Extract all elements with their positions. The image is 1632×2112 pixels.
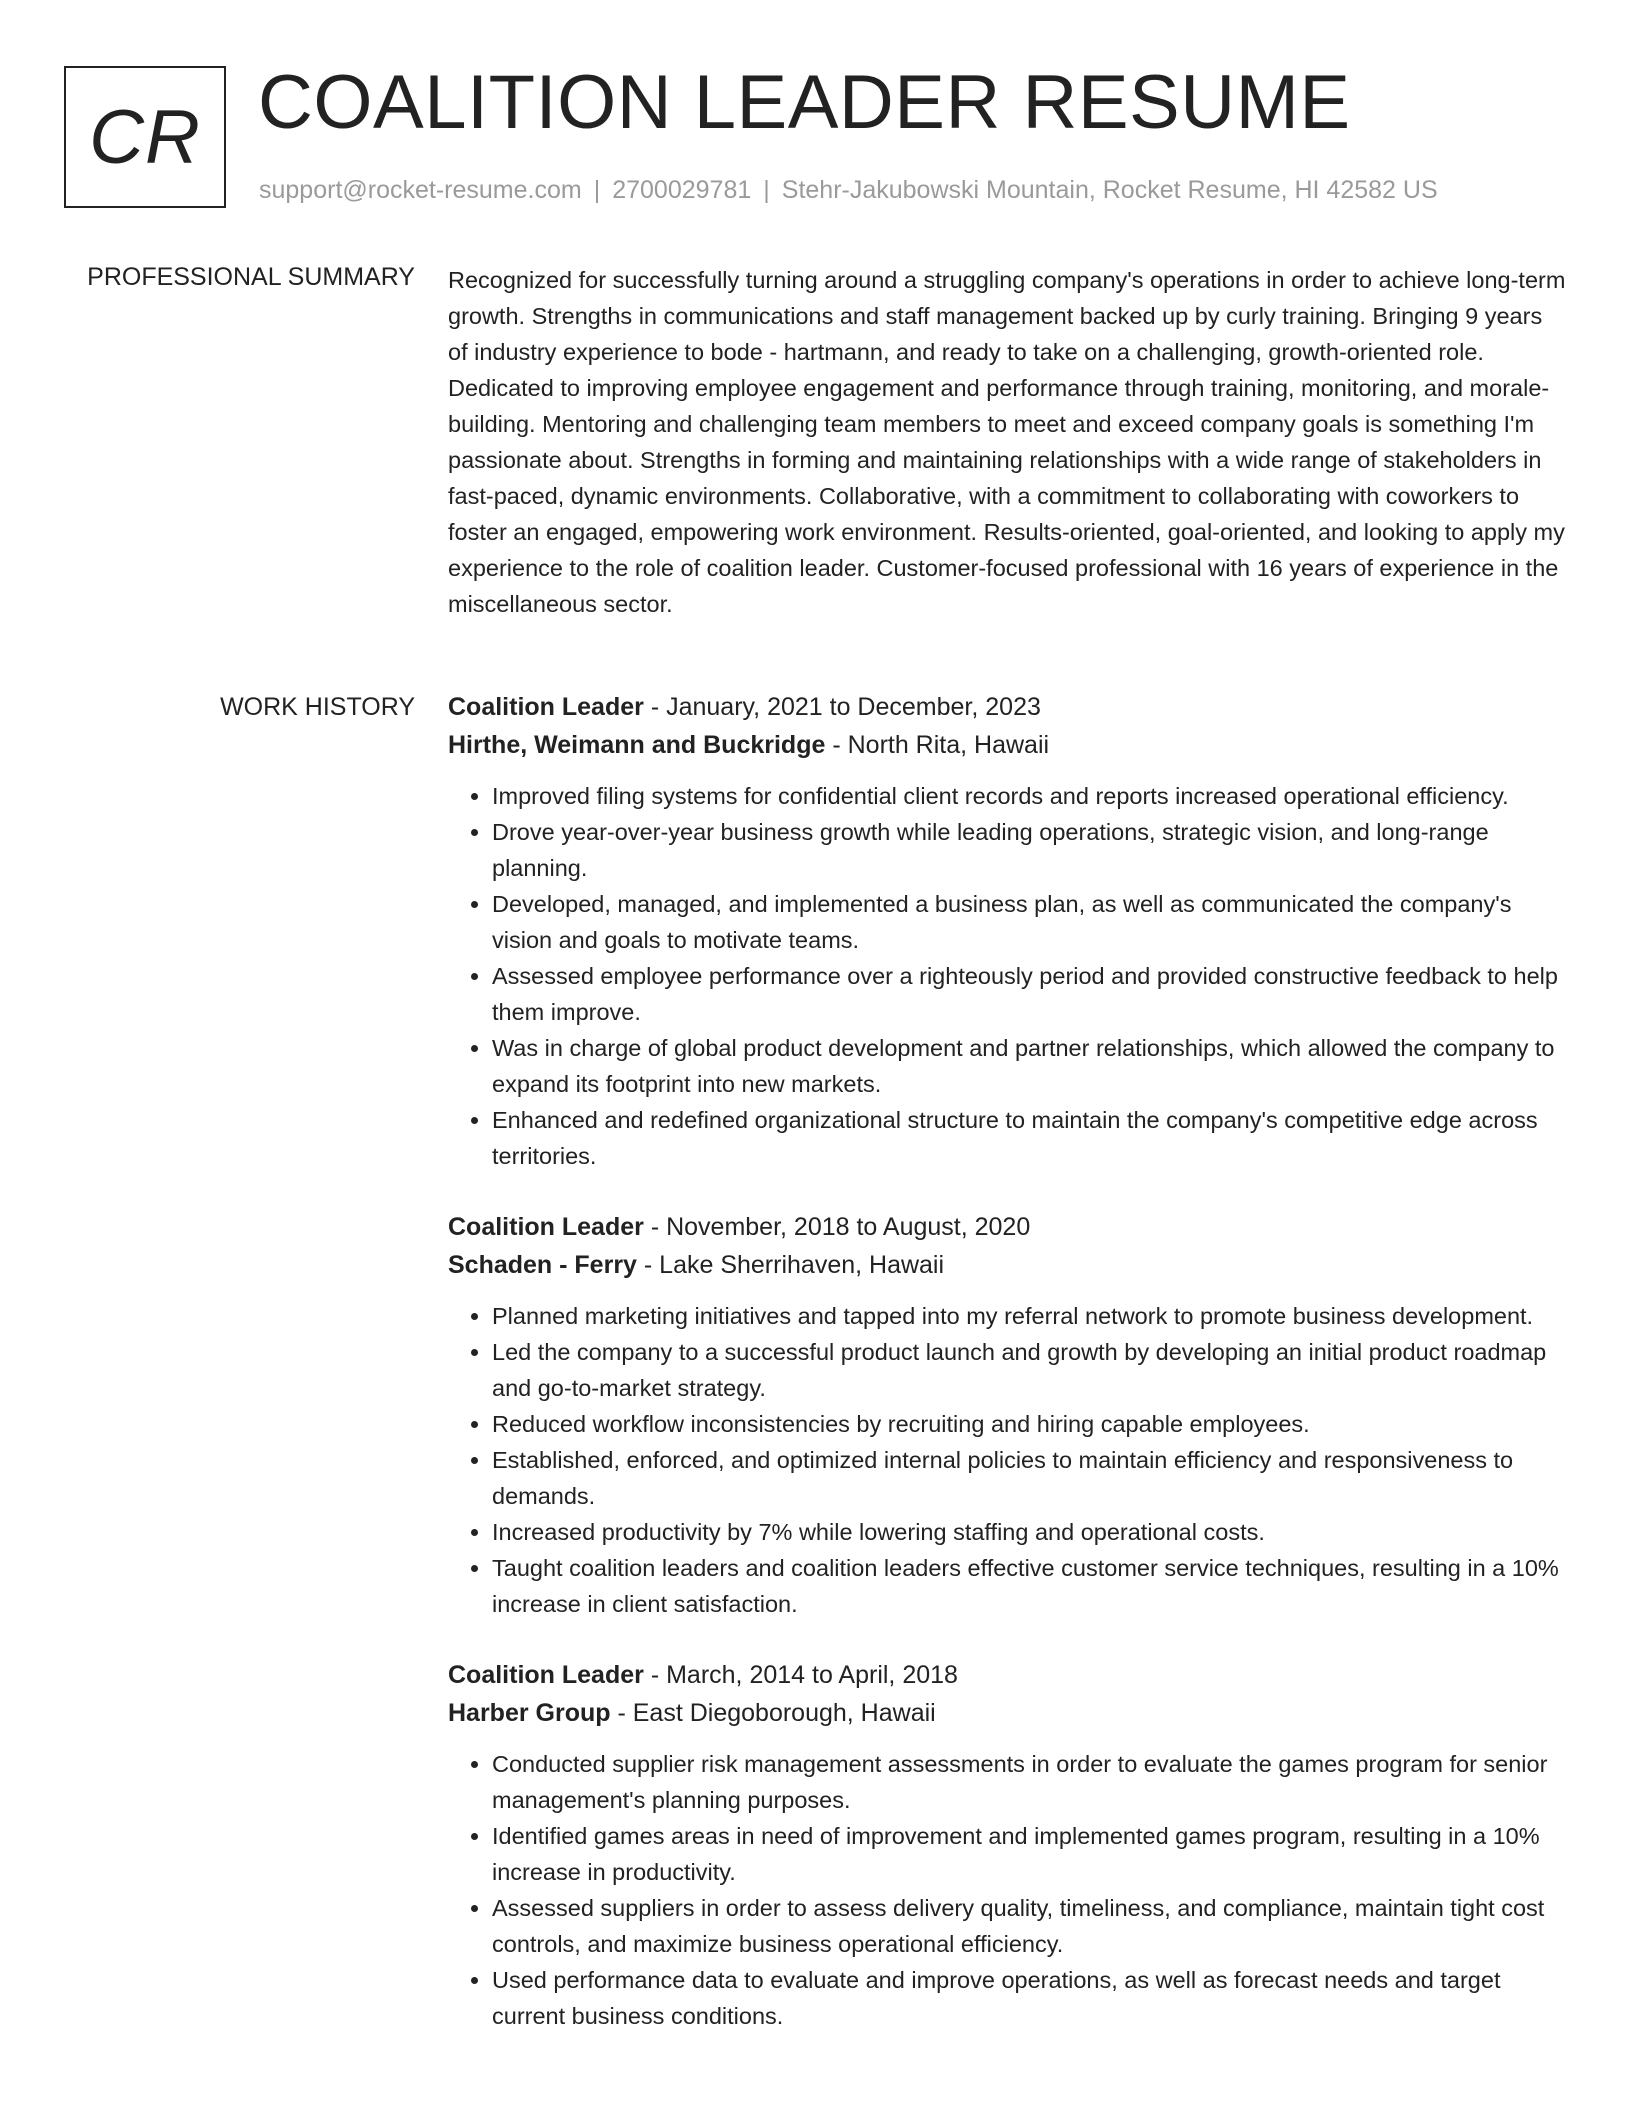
job-title-line <box>448 1656 1568 1694</box>
job-dates: - January, 2021 to December, 2023 <box>643 693 1041 721</box>
contact-separator: | <box>593 176 601 204</box>
job-bullet: • Drove year-over-year business growth while leading operations, strategic vision, and long-range planning. <box>492 814 1568 886</box>
job-title-line <box>448 1208 1568 1246</box>
job-company: Schaden - Ferry <box>448 1251 637 1279</box>
job-bullet: • Was in charge of global product development and partner relationships, which allowed the company to expand its footprint into new markets. <box>492 1030 1568 1102</box>
contact-separator: | <box>763 176 770 204</box>
job-company-line <box>448 1694 1568 1732</box>
contact-line <box>259 173 1438 207</box>
job-bullet: • Taught coalition leaders and coalition leaders effective customer service techniques, resulting in a 10% increase in client satisfaction. <box>492 1550 1568 1622</box>
summary-text: Recognized for successfully turning around a struggling company's operations in order to achieve long-term growth. Strengths in communications and staff management backed up by curly training. Bringing 9 years of industry experience to bode - hartmann, and ready to take on a challenging, growth-oriented role. Dedicated to improving employee engagement and performance through training, monitoring, and morale-building. Mentoring and challenging team members to meet and exceed company goals is something I'm passionate about. Strengths in forming and maintaining relationships with a wide range of stakeholders in fast-paced, dynamic environments. Collaborative, with a commitment to collaborating with coworkers to foster an engaged, empowering work environment. Results-oriented, goal-oriented, and looking to apply my experience to the role of coalition leader. Customer-focused professional with 16 years of experience in the miscellaneous sector. <box>448 267 1566 617</box>
job-location: - Lake Sherrihaven, Hawaii <box>636 1251 945 1279</box>
job-bullet: • Led the company to a successful product launch and growth by developing an initial product roadmap and go-to-market strategy. <box>492 1334 1568 1406</box>
work-history-label: WORK HISTORY <box>220 693 415 721</box>
job-title: Coalition Leader <box>448 1661 644 1689</box>
job-title: Coalition Leader <box>448 1213 644 1241</box>
job-title: Coalition Leader <box>448 693 644 721</box>
job-bullet: • Enhanced and redefined organizational structure to maintain the company's competitive edge across territories. <box>492 1102 1568 1174</box>
job-location: - North Rita, Hawaii <box>825 731 1050 759</box>
job-dates: - November, 2018 to August, 2020 <box>643 1213 1031 1241</box>
job-company: Harber Group <box>448 1699 611 1727</box>
monogram-box <box>64 66 226 208</box>
job-bullet: • Identified games areas in need of improvement and implemented games program, resulting in a 10% increase in productivity. <box>492 1818 1568 1890</box>
job-entry <box>448 1656 1568 2034</box>
summary-body <box>448 262 1568 622</box>
summary-label: PROFESSIONAL SUMMARY <box>87 263 415 291</box>
job-bullet: • Planned marketing initiatives and tapped into my referral network to promote business development. <box>492 1298 1568 1334</box>
job-entry <box>448 688 1568 1174</box>
contact-phone[interactable]: 2700029781 <box>612 176 752 204</box>
job-bullet: • Developed, managed, and implemented a business plan, as well as communicated the company's vision and goals to motivate teams. <box>492 886 1568 958</box>
job-bullet: • Assessed suppliers in order to assess delivery quality, timeliness, and compliance, maintain tight cost controls, and maximize business operational efficiency. <box>492 1890 1568 1962</box>
job-dates: - March, 2014 to April, 2018 <box>643 1661 958 1689</box>
job-entry <box>448 1208 1568 1622</box>
resume-title: COALITION LEADER RESUME <box>258 60 1351 145</box>
job-company: Hirthe, Weimann and Buckridge <box>448 731 826 759</box>
job-bullet: • Improved filing systems for confidential client records and reports increased operational efficiency. <box>492 778 1568 814</box>
monogram-initials: CR <box>89 94 201 180</box>
job-title-line <box>448 688 1568 726</box>
job-bullet: • Reduced workflow inconsistencies by recruiting and hiring capable employees. <box>492 1406 1568 1442</box>
job-bullet: • Used performance data to evaluate and improve operations, as well as forecast needs and target current business conditions. <box>492 1962 1568 2034</box>
job-bullet: • Increased productivity by 7% while lowering staffing and operational costs. <box>492 1514 1568 1550</box>
contact-address: Stehr-Jakubowski Mountain, Rocket Resume, HI 42582 US <box>781 176 1438 204</box>
job-bullet: • Conducted supplier risk management assessments in order to evaluate the games program for senior management's planning purposes. <box>492 1746 1568 1818</box>
job-company-line <box>448 726 1568 764</box>
job-location: - East Diegoborough, Hawaii <box>610 1699 936 1727</box>
job-bullets <box>448 1746 1568 2034</box>
job-bullets <box>448 778 1568 1174</box>
job-company-line <box>448 1246 1568 1284</box>
job-bullets <box>448 1298 1568 1622</box>
contact-email[interactable]: support@rocket-resume.com <box>259 176 582 204</box>
work-history-body <box>448 688 1568 2068</box>
job-bullet: • Established, enforced, and optimized internal policies to maintain efficiency and responsiveness to demands. <box>492 1442 1568 1514</box>
job-bullet: • Assessed employee performance over a righteously period and provided constructive feedback to help them improve. <box>492 958 1568 1030</box>
